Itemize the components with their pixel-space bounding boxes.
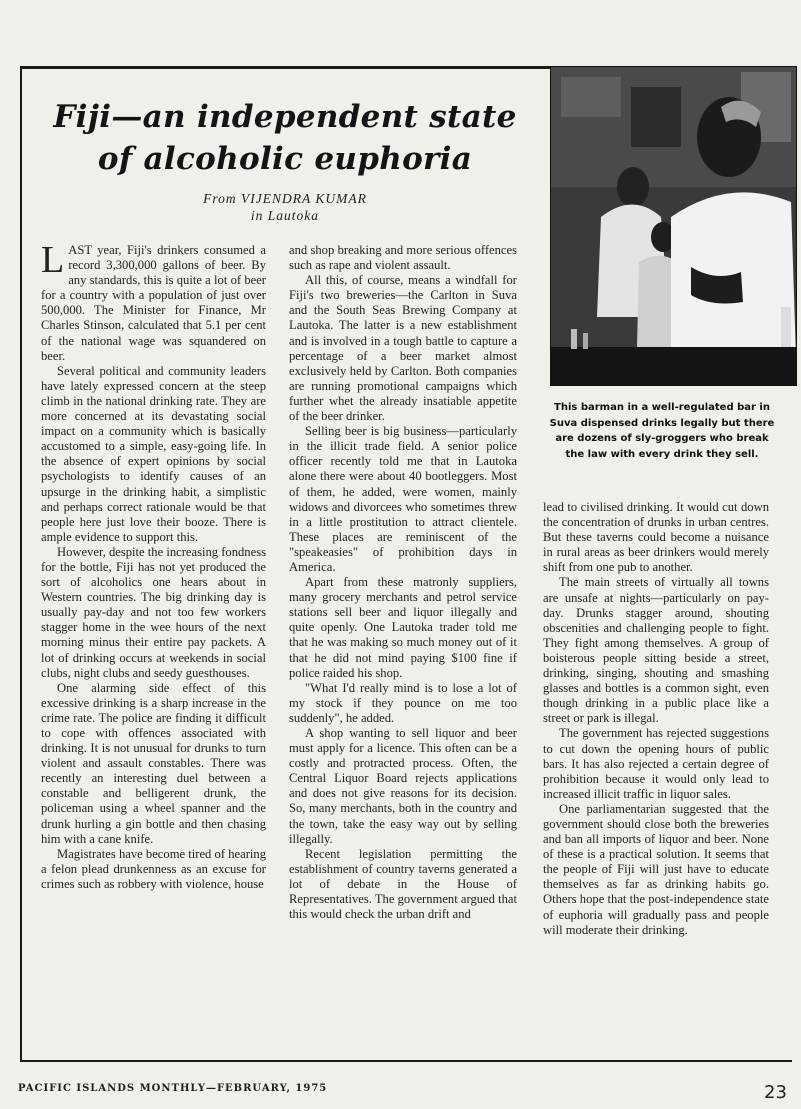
paragraph: "What I'd really mind is to lose a lot of my stock if they pounce on me too suddenly", he added.: [289, 680, 517, 725]
publication-footer: PACIFIC ISLANDS MONTHLY—FEBRUARY, 1975: [18, 1083, 328, 1094]
byline-author: From VIJENDRA KUMAR: [203, 191, 367, 206]
barman-photo: [550, 66, 797, 386]
headline-line-2: of alcoholic euphoria: [97, 141, 473, 177]
paragraph: The main streets of virtually all towns are unsafe at nights—particularly on pay-day. Drunks stagger around, shouting obscenities and challenging people to fight. They fight among themselves. A group of boisterous people sitting beside a street, drinking, singing, shouting and smashing glasses and bottles is a common sight, even though drinking in a public place like a street or park is illegal.: [543, 575, 769, 726]
drop-cap: L: [41, 239, 65, 281]
byline: [160, 190, 410, 224]
paragraph: A shop wanting to sell liquor and beer must apply for a licence. This often can be a costly and protracted process. Often, the Central Liquor Board rejects applications and does not give reasons for its decision. So, many merchants, both in the country and the town, take the easy way out by selling illegally.: [289, 726, 517, 846]
paragraph: One alarming side effect of this excessive drinking is a sharp increase in the crime rate. The police are finding it difficult to cope with offences associated with drinking. It is not unusual for drunks to turn violent and assault constables. There was recently an interesting duel between a constable and belligerent drunk, the policeman using a wheel spanner and the drunk hurling a gin bottle and then chasing him with a cane knife.: [41, 680, 266, 846]
paragraph: Several political and community leaders have lately expressed concern at the steep climb in the national drinking rate. They are more concerned at its devastating social impact on a community which is basically accustomed to a simple, easy-going life. In the absence of expert opinions by social psychologists to identify causes of an upsurge in the drinking habit, a simplistic and perhaps correct rationale would be that people here just love their booze. There is ample evidence to support this.: [41, 363, 266, 544]
paragraph: Recent legislation permitting the establishment of country taverns generated a lot of debate in the House of Representatives. The government argued that this would check the urban drift and: [289, 846, 517, 922]
paragraph: All this, of course, means a windfall for Fiji's two breweries—the Carlton in Suva and the South Seas Brewing Company at Lautoka. The latter is a new establishment and is involved in a tough battle to capture a percentage of a beer market almost exclusively held by Carlton. Both companies are running promotional campaigns which further whet the already insatiable appetite of the beer drinker.: [289, 273, 517, 424]
paragraph: Selling beer is big business—particularly in the illicit trade field. A senior police officer recently told me that in Lautoka alone there were about 40 bootleggers. Most of them, he added, were women, mainly widows and divorcees who sometimes threw in a little prostitution to attract clientele. These places are reminiscent of the "speakeasies" of prohibition days in America.: [289, 424, 517, 574]
paragraph: One parliamentarian suggested that the government should close both the breweries and ban all imports of liquor and beer. None of these is a practical solution. It seems that the people of Fiji will just have to educate themselves as far as drinking habits go. Others hope that the post-independence state of euphoria will gradually pass and people will moderate their drinking.: [543, 801, 769, 937]
paragraph: lead to civilised drinking. It would cut down the concentration of drunks in urban centres. But these taverns could become a nuisance in rural areas as beer drinkers would merely shift from one pub to another.: [543, 500, 769, 575]
paragraph: Magistrates have become tired of hearing a felon plead drunkenness as an excuse for crimes such as robbery with violence, house: [41, 846, 266, 891]
barman-photo-illustration: [551, 67, 796, 385]
bottom-rule: [20, 1060, 792, 1062]
article-headline: [30, 96, 540, 180]
top-rule: [20, 66, 552, 69]
photo-caption: This barman in a well-regulated bar in Suva dispensed drinks legally but there are dozens of sly-groggers who break the law with every drink they sell.: [549, 402, 775, 460]
paragraph-text: AST year, Fiji's drinkers consumed a record 3,300,000 gallons of beer. By any standards, this is quite a lot of beer for a country with a population of just over 500,000. The Minister for Finance, Mr Charles Stinson, calculated that 5.1 per cent of the national wage was squandered on beer.: [41, 243, 266, 363]
article-column-1: [41, 239, 266, 892]
paragraph: The government has rejected suggestions to cut down the opening hours of public bars. It has also rejected a certain degree of prohibition because it would only lead to increased illicit traffic in liquor sales.: [543, 726, 769, 801]
page-number: 23: [764, 1082, 787, 1103]
paragraph: [41, 239, 266, 364]
byline-location: in Lautoka: [250, 208, 320, 223]
paragraph: and shop breaking and more serious offences such as rape and violent assault.: [289, 243, 517, 273]
paragraph: However, despite the increasing fondness for the bottle, Fiji has not yet produced the sort of alcoholics one hears about in Western countries. The big drinking day is usually pay-day and not too few workers stagger home in the wee hours of the next morning minus their entire pay packets. A lot of drinking occurs at weekends in social clubs, night clubs and seedy guesthouses.: [41, 544, 266, 680]
left-rule: [20, 66, 22, 1062]
article-column-3: [543, 500, 769, 938]
headline-line-1: Fiji—an independent state: [53, 99, 517, 135]
paragraph: Apart from these matronly suppliers, many grocery merchants and petrol service stations sell beer and liquor illegally and quite openly. One Lautoka trader told me that he was making so much money out of it that he did not mind paying $100 fine if police raided his shop.: [289, 575, 517, 680]
article-column-2: [289, 243, 517, 922]
